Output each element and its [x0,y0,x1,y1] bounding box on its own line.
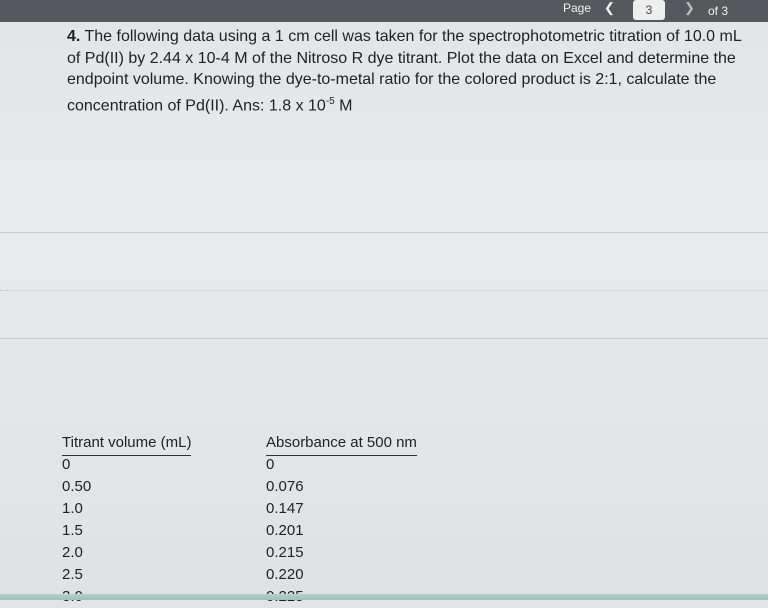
table-cell-volume: 1.0 [62,500,83,517]
answer-exponent: -5 [325,95,335,107]
answer-unit: M [334,96,353,114]
table-cell-volume: 0 [62,456,71,473]
table-cell-absorbance: 0 [266,456,275,473]
current-page-input[interactable]: 3 [633,0,665,20]
question-number: 4. [67,28,81,45]
chevron-right-icon[interactable]: ❯ [684,0,695,15]
divider [0,338,768,339]
total-pages-label: of 3 [708,4,729,18]
table-cell-absorbance: 0.215 [266,544,304,561]
table-cell-absorbance: 0.201 [266,522,304,539]
absorbance-column [266,432,417,608]
table-cell-volume: 2.0 [62,544,83,561]
table-cell-absorbance: 0.076 [266,478,304,495]
bottom-edge [0,594,768,600]
table-cell-volume: 1.5 [62,522,83,539]
table-cell-volume: 0.50 [62,478,92,495]
chevron-left-icon[interactable]: ❮ [604,0,615,15]
table-cell-absorbance: 0.147 [266,500,304,517]
column-header-absorbance: Absorbance at 500 nm [266,432,417,456]
page-label: Page [563,1,592,15]
column-header-titrant-volume: Titrant volume (mL) [62,432,191,456]
dotted-divider [0,290,768,291]
titrant-volume-column [62,432,191,608]
question-text [67,26,747,116]
table-cell-volume: 2.5 [62,566,83,583]
divider [0,232,768,233]
page-navigation-bar [0,0,768,22]
question-body: The following data using a 1 cm cell was taken for the spectrophotometric titration of 10.0 mL of Pd(II) by 2.44 x 10-4 M of the Nitroso R dye titrant. Plot the data on Excel and determine the endpoint volume. Knowing the dye-to-metal ratio for the colored product is 2:1, calculate the concentration of Pd(II). Ans: 1.8 x 10 [67,28,742,114]
table-cell-absorbance: 0.220 [266,566,304,583]
